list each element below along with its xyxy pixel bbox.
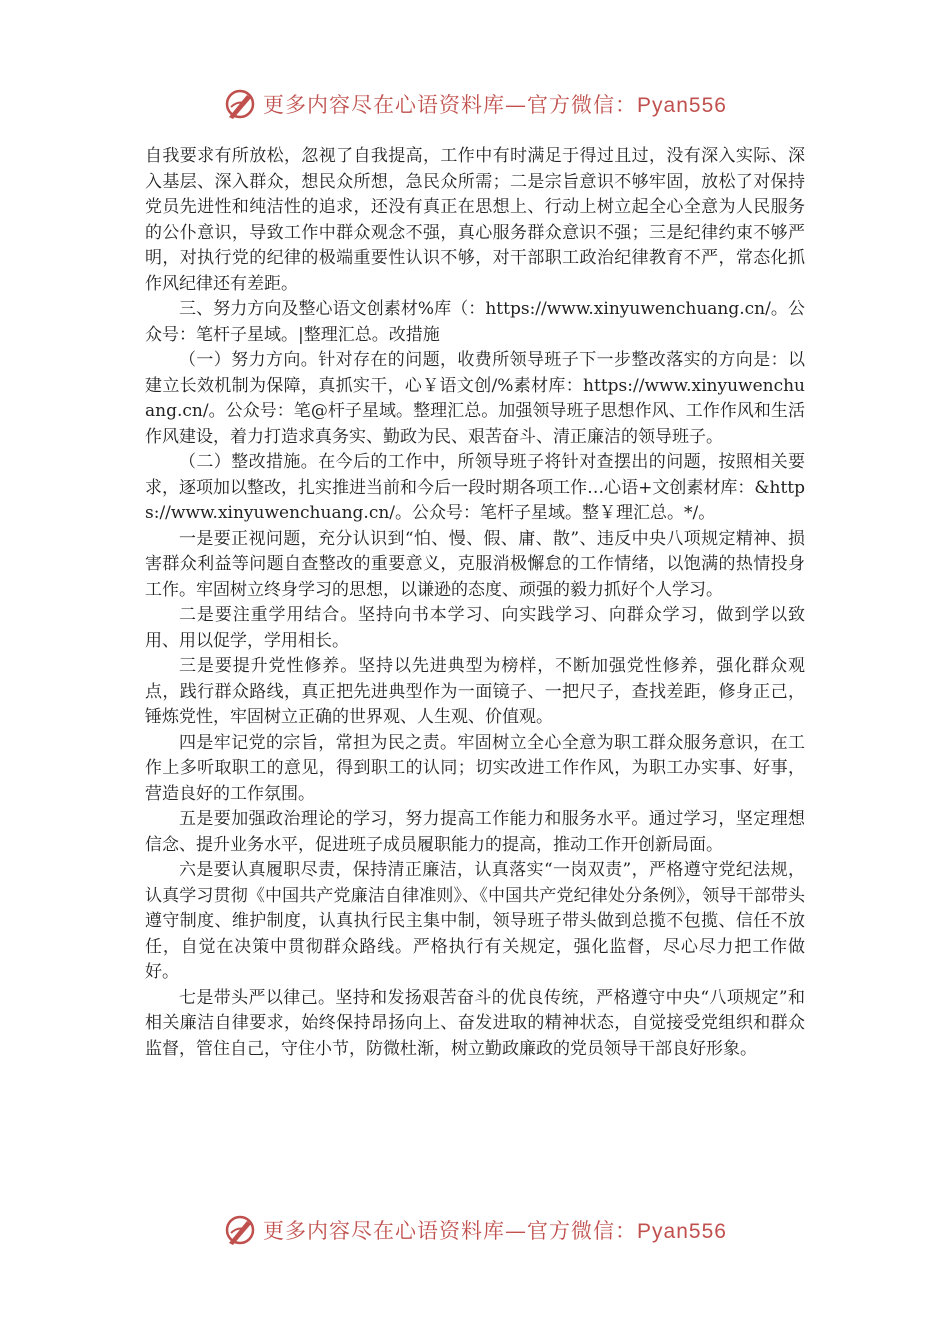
paragraph: 六是要认真履职尽责，保持清正廉洁，认真落实“一岗双责”，严格遵守党纪法规，认真学习贯彻《中国共产党廉洁自律准则》、《中国共产党纪律处分条例》，领导干部带头遵守制度、维护制度，认真执行民主集中制，领导班子带头做到总揽不包揽、信任不放任，自觉在决策中贯彻群众路线。严格执行有关规定，强化监督，尽心尽力把工作做好。	[145, 860, 805, 982]
footer-banner	[0, 1210, 950, 1250]
document-body	[145, 144, 805, 1062]
paragraph: 三是要提升党性修养。坚持以先进典型为榜样，不断加强党性修养，强化群众观点，践行群众路线，真正把先进典型作为一面镜子、一把尺子，查找差距，修身正己，锤炼党性，牢固树立正确的世界观、人生观、价值观。	[145, 656, 805, 727]
paragraph: 四是牢记党的宗旨，常担为民之责。牢固树立全心全意为职工群众服务意识，在工作上多听取职工的意见，得到职工的认同；切实改进工作作风，为职工办实事、好事，营造良好的工作氛围。	[145, 732, 805, 804]
paragraph: 七是带头严以律己。坚持和发扬艰苦奋斗的优良传统，严格遵守中央“八项规定”和相关廉洁自律要求，始终保持昂扬向上、奋发进取的精神状态，自觉接受党组织和群众监督，管住自己，守住小节，防微杜渐，树立勤政廉政的党员领导干部良好形象。	[145, 987, 805, 1059]
header-banner	[0, 84, 950, 124]
banner-text: 更多内容尽在心语资料库—官方微信：Pyan556	[263, 1219, 727, 1243]
section-heading: 三、努力方向及整心语文创素材%库（：https://www.xinyuwenchuang.cn/。公众号：笔杆子星域。|整理汇总。改措施	[145, 299, 805, 345]
paragraph: 五是要加强政治理论的学习，努力提高工作能力和服务水平。通过学习，坚定理想信念、提升业务水平，促进班子成员履职能力的提高，推动工作开创新局面。	[145, 809, 805, 855]
banner-text: 更多内容尽在心语资料库—官方微信：Pyan556	[263, 93, 727, 117]
pen-logo-icon	[223, 87, 257, 121]
paragraph: 一是要正视问题，充分认识到“怕、慢、假、庸、散”、违反中央八项规定精神、损害群众利益等问题自查整改的重要意义，克服消极懈怠的工作情绪，以饱满的热情投身工作。牢固树立终身学习的思想，以谦逊的态度、顽强的毅力抓好个人学习。	[145, 528, 805, 600]
paragraph: （一）努力方向。针对存在的问题，收费所领导班子下一步整改落实的方向是：以建立长效机制为保障，真抓实干，心￥语文创/%素材库：https://www.xinyuwenchuang.cn/。公众号：笔@杆子星域。整理汇总。加强领导班子思想作风、工作作风和生活作风建设，着力打造求真务实、勤政为民、艰苦奋斗、清正廉洁的领导班子。	[145, 350, 805, 447]
paragraph: 二是要注重学用结合。坚持向书本学习、向实践学习、向群众学习，做到学以致用、用以促学，学用相长。	[145, 605, 805, 651]
paragraph: 自我要求有所放松，忽视了自我提高，工作中有时满足于得过且过，没有深入实际、深入基层、深入群众，想民众所想，急民众所需；二是宗旨意识不够牢固，放松了对保持党员先进性和纯洁性的追求，还没有真正在思想上、行动上树立起全心全意为人民服务的公仆意识，导致工作中群众观念不强，真心服务群众意识不强；三是纪律约束不够严明，对执行党的纪律的极端重要性认识不够，对干部职工政治纪律教育不严，常态化抓作风纪律还有差距。	[145, 146, 805, 294]
paragraph: （二）整改措施。在今后的工作中，所领导班子将针对查摆出的问题，按照相关要求，逐项加以整改，扎实推进当前和今后一段时期各项工作…心语+文创素材库：&https://www.xinyuwenchuang.cn/。公众号：笔杆子星域。整￥理汇总。*/。	[145, 452, 805, 523]
pen-logo-icon	[223, 1213, 257, 1247]
